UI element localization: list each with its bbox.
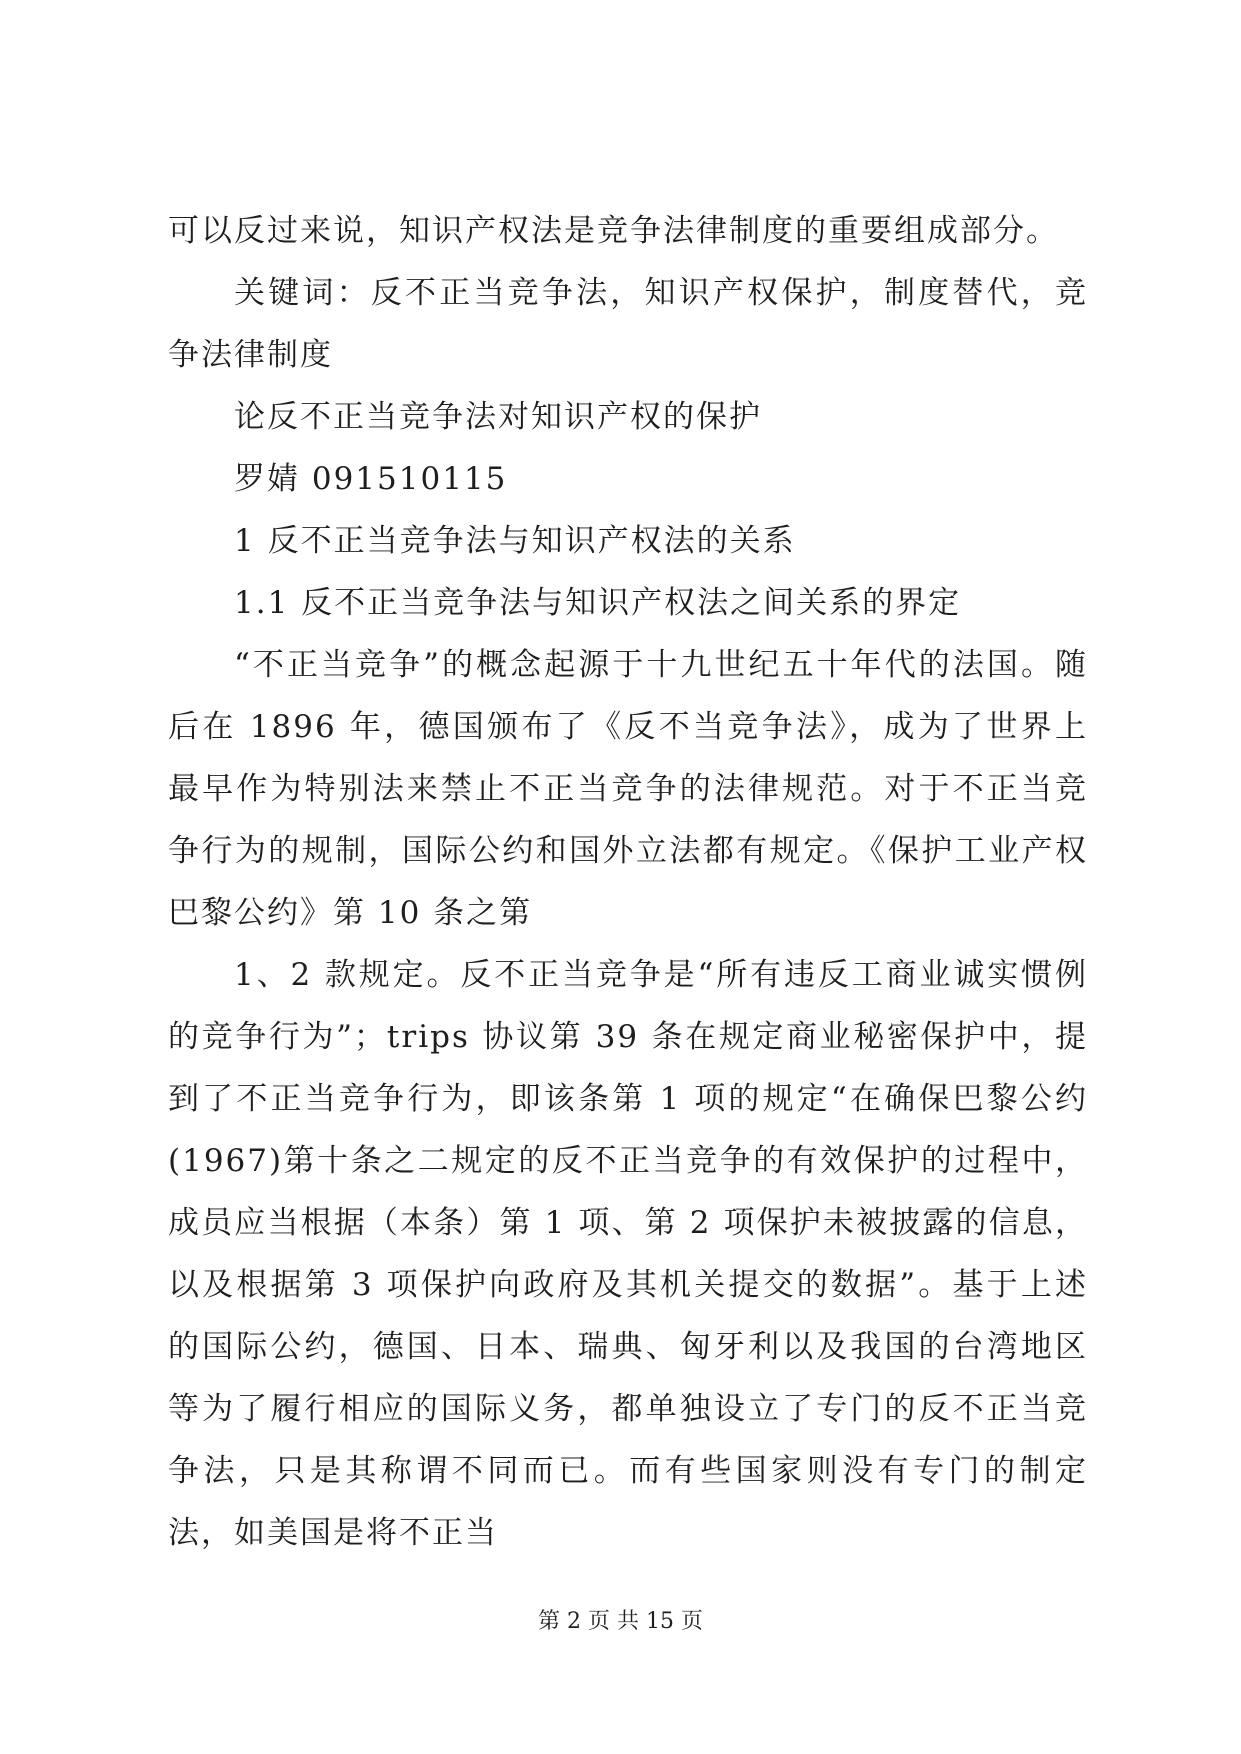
body-text <box>168 200 1088 1564</box>
paragraph-continuation: 可以反过来说，知识产权法是竞争法律制度的重要组成部分。 <box>168 213 1059 249</box>
body-paragraph: “不正当竞争”的概念起源于十九世纪五十年代的法国。随后在 1896 年，德国颁布了《反不当竞争法》，成为了世界上最早作为特别法来禁止不正当竞争的法律规范。对于不正当竞争行为的规制，国际公约和国外立法都有规定。《保护工业产权巴黎公约》第 10 条之第 <box>168 647 1088 931</box>
page-footer: 第 2 页 共 15 页 <box>538 1609 703 1634</box>
body-paragraph: 1、2 款规定。反不正当竞争是“所有违反工商业诚实惯例的竞争行为”；trips 协议第 39 条在规定商业秘密保护中，提到了不正当竞争行为，即该条第 1 项的规定“在确保巴黎公约(1967)第十条之二规定的反不正当竞争的有效保护的过程中，成员应当根据（本条）第 1 项、第 2 项保护未被披露的信息，以及根据第 3 项保护向政府及其机关提交的数据”。基于上述的国际公约，德国、日本、瑞典、匈牙利以及我国的台湾地区等为了履行相应的国际义务，都单独设立了专门的反不正当竞争法，只是其称谓不同而已。而有些国家则没有专门的制定法，如美国是将不正当 <box>168 957 1088 1551</box>
author-line: 罗婧 091510115 <box>234 461 508 497</box>
section-heading: 1 反不正当竞争法与知识产权法的关系 <box>234 523 796 559</box>
keywords-paragraph: 关键词：反不正当竞争法，知识产权保护，制度替代，竞争法律制度 <box>168 275 1088 373</box>
paper-title: 论反不正当竞争法对知识产权的保护 <box>234 399 762 435</box>
subsection-heading: 1.1 反不正当竞争法与知识产权法之间关系的界定 <box>234 585 962 621</box>
